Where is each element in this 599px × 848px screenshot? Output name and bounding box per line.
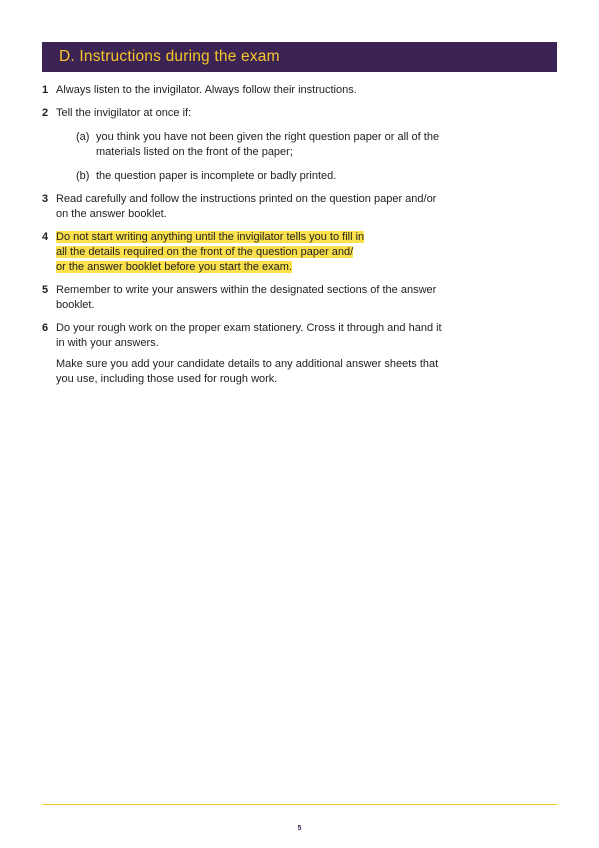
item-extra-text: Make sure you add your candidate details to any additional answer sheets that you use, including those used for rough work. — [56, 358, 439, 385]
instruction-item-6 — [42, 321, 442, 387]
subitem-a — [56, 130, 442, 160]
item-number: 1 — [42, 84, 49, 96]
page-number: 5 — [297, 825, 302, 832]
subitem-label: (a) — [76, 131, 90, 143]
item-number: 6 — [42, 322, 49, 334]
instruction-item-3 — [42, 192, 442, 222]
instruction-list — [42, 83, 442, 395]
item-number: 3 — [42, 193, 49, 205]
item-number: 5 — [42, 284, 49, 296]
item-text: Always listen to the invigilator. Always follow their instructions. — [56, 84, 357, 96]
item-number: 2 — [42, 107, 49, 119]
section-title: D. Instructions during the exam — [59, 48, 280, 65]
section-header — [42, 42, 557, 72]
subitem-label: (b) — [76, 170, 90, 182]
footer-divider — [42, 804, 557, 805]
highlighted-text — [56, 230, 442, 275]
instruction-item-4 — [42, 230, 442, 275]
highlight-line: or the answer booklet before you start the exam. — [56, 261, 293, 273]
item-text: Do your rough work on the proper exam stationery. Cross it through and hand it in with your answers. — [56, 322, 442, 349]
instruction-item-2 — [42, 106, 442, 184]
highlight-line: Do not start writing anything until the invigilator tells you to fill in — [56, 231, 365, 243]
subitem-text: the question paper is incomplete or badly printed. — [96, 170, 337, 182]
subitem-b — [56, 169, 442, 184]
subitem-text: you think you have not been given the right question paper or all of the materials listed on the front of the paper; — [96, 131, 440, 158]
item-text: Tell the invigilator at once if: — [56, 107, 192, 119]
item-number: 4 — [42, 231, 49, 243]
instruction-item-5 — [42, 283, 442, 313]
instruction-item-1 — [42, 83, 442, 98]
highlight-line: all the details required on the front of the question paper and/ — [56, 246, 354, 258]
item-text: Remember to write your answers within the designated sections of the answer booklet. — [56, 284, 437, 311]
item-text: Read carefully and follow the instructions printed on the question paper and/or on the answer booklet. — [56, 193, 437, 220]
